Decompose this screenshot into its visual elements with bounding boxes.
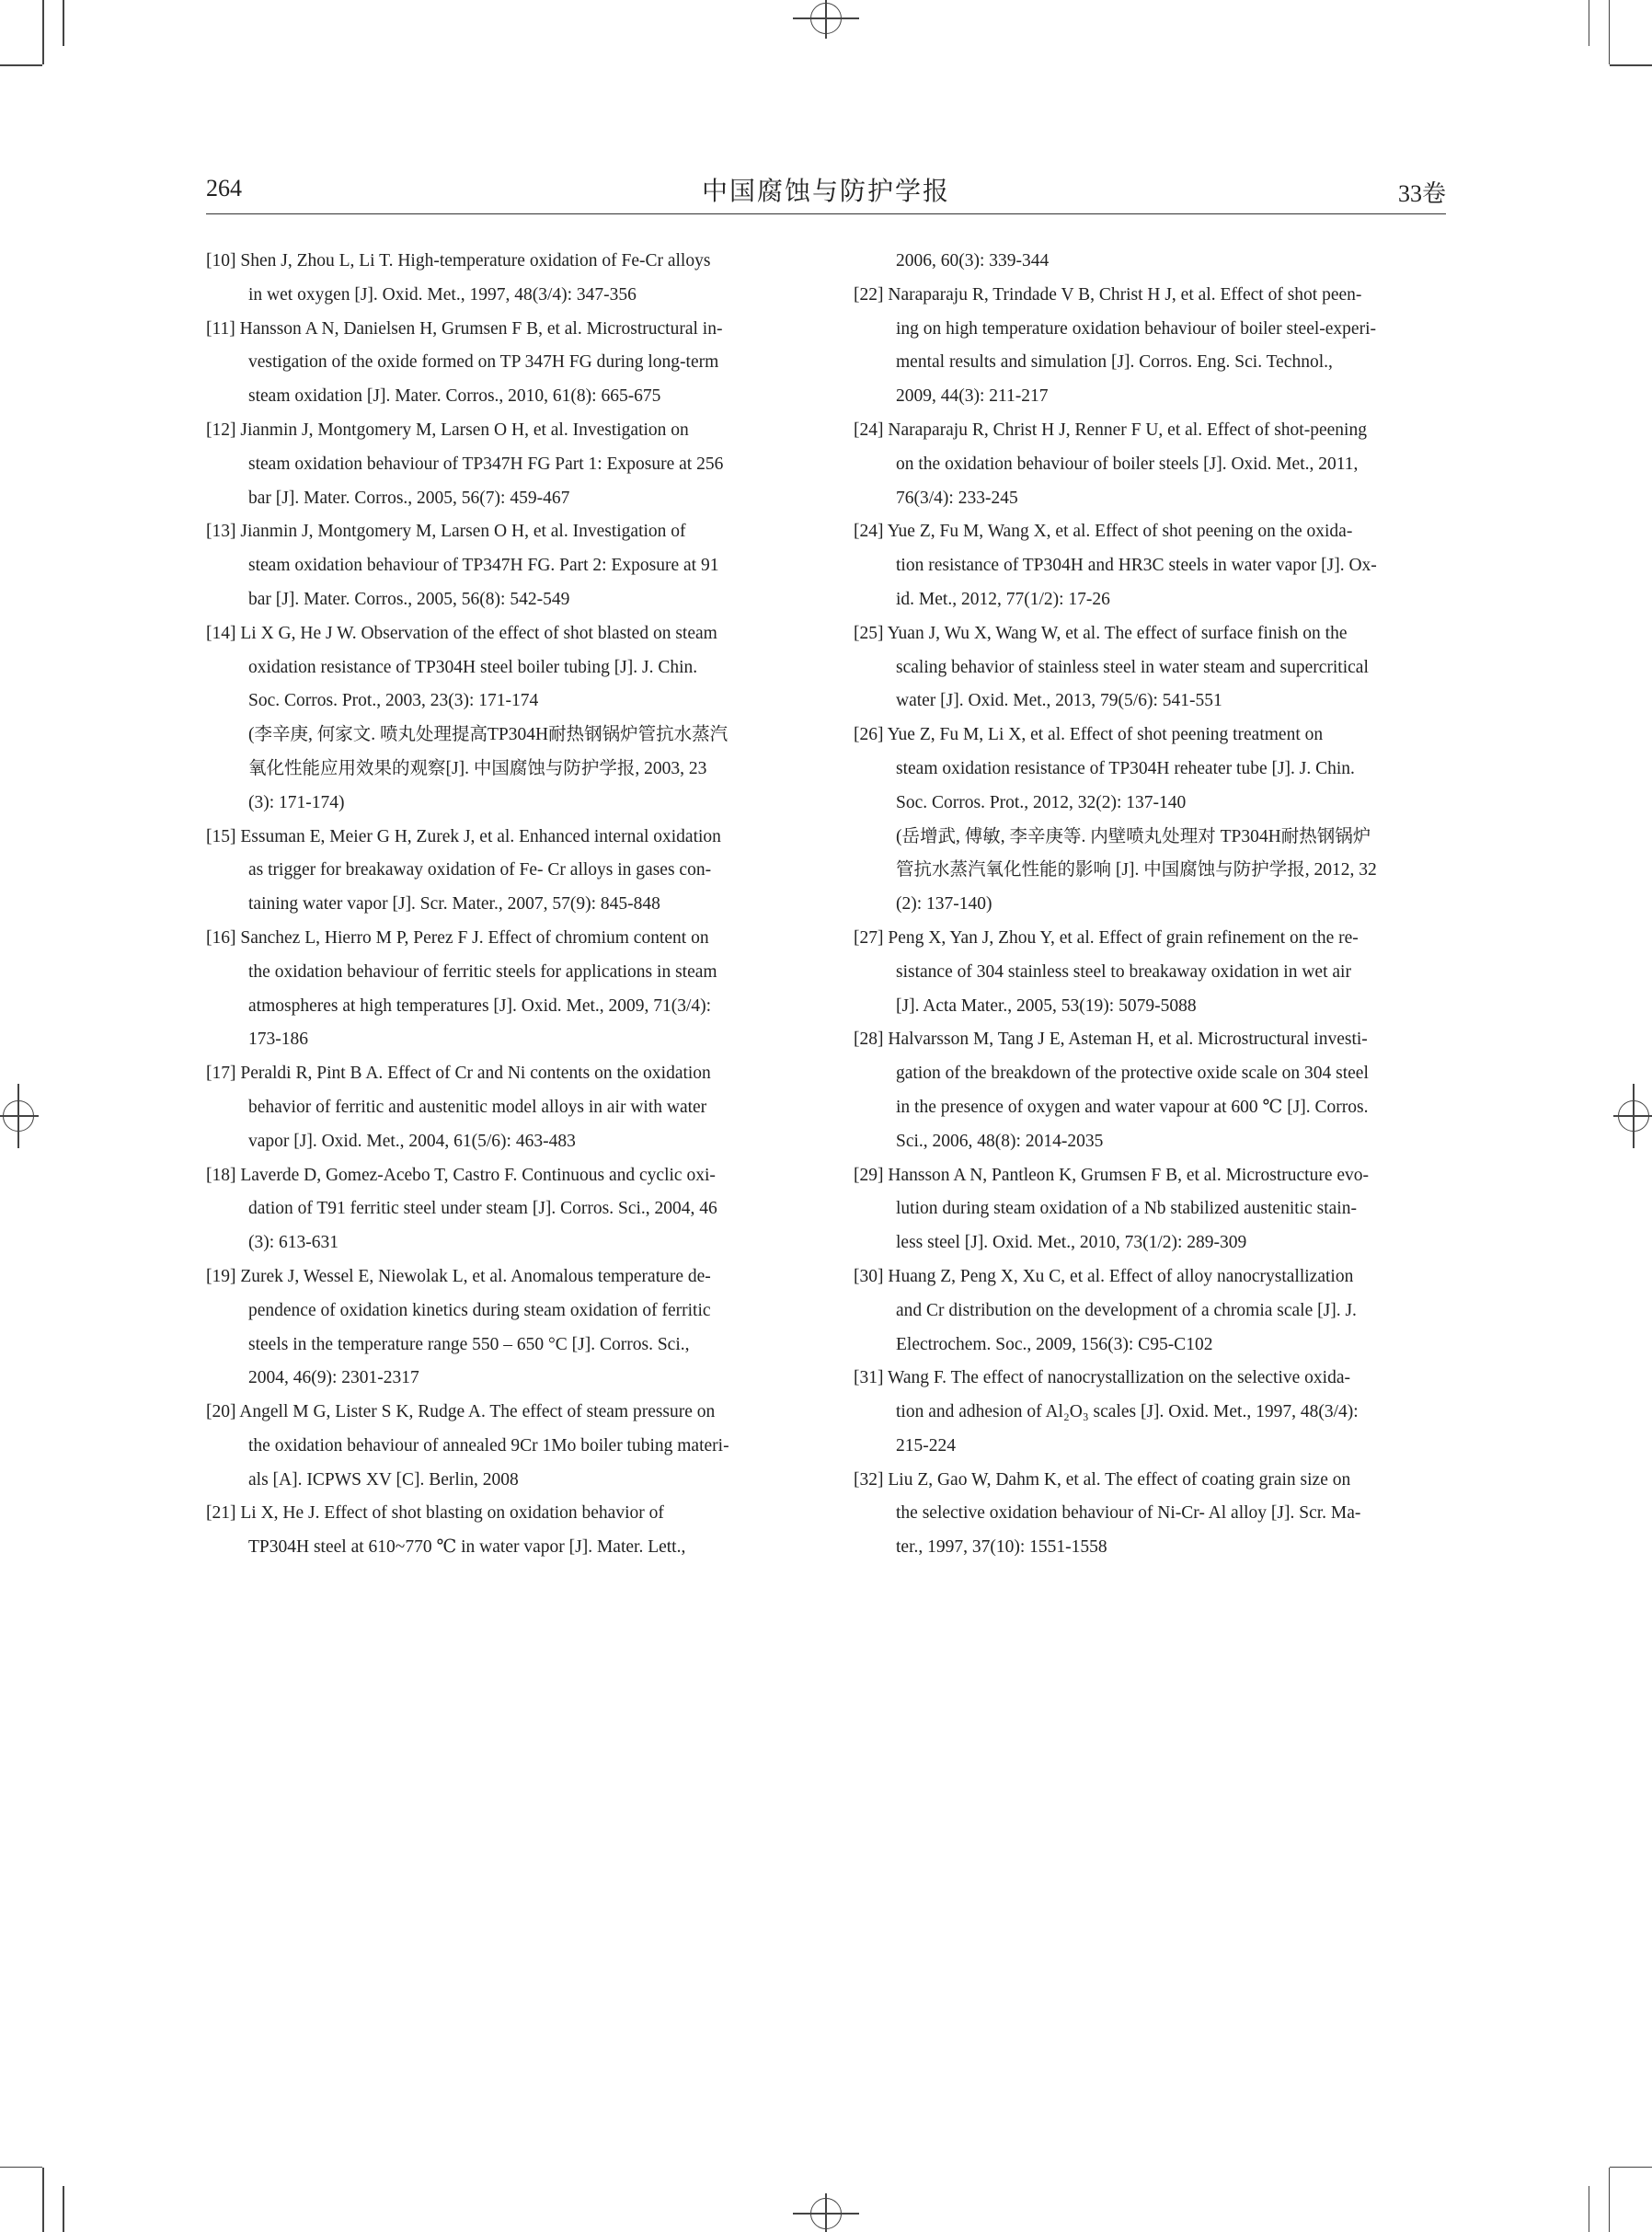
reference-line: tion and adhesion of Al₂O₃ scales [J]. Oxid. Met., 1997, 48(3/4): — [896, 1402, 1359, 1422]
reference-entry — [854, 245, 1446, 279]
reference-line: bar [J]. Mater. Corros., 2005, 56(7): 459-467 — [248, 488, 570, 508]
reference-entry — [854, 515, 1446, 616]
reference-line: ter., 1997, 37(10): 1551-1558 — [896, 1537, 1107, 1558]
page-number: 264 — [206, 175, 242, 201]
reference-line: Sci., 2006, 48(8): 2014-2035 — [896, 1131, 1104, 1151]
reference-line: [24] Yue Z, Fu M, Wang X, et al. Effect of shot peening on the oxida- — [854, 522, 1353, 542]
reference-line: [16] Sanchez L, Hierro M P, Perez F J. Effect of chromium content on — [206, 927, 709, 948]
running-header — [206, 166, 1446, 214]
reference-line: lution during steam oxidation of a Nb stabilized austenitic stain- — [896, 1199, 1357, 1219]
reference-entry — [854, 617, 1446, 719]
reference-line: 2004, 46(9): 2301-2317 — [248, 1368, 419, 1388]
reference-line: Electrochem. Soc., 2009, 156(3): C95-C102 — [896, 1334, 1213, 1354]
reference-line: [13] Jianmin J, Montgomery M, Larsen O H, et al. Investigation of — [206, 522, 686, 542]
reference-line: 管抗水蒸汽氧化性能的影响 [J]. 中国腐蚀与防护学报, 2012, 32 — [896, 860, 1377, 880]
reference-line: [18] Laverde D, Gomez-Acebo T, Castro F. Continuous and cyclic oxi- — [206, 1165, 716, 1185]
reference-line: 215-224 — [896, 1435, 956, 1455]
reference-line: [26] Yue Z, Fu M, Li X, et al. Effect of shot peening treatment on — [854, 725, 1324, 745]
reference-line: [10] Shen J, Zhou L, Li T. High-temperature oxidation of Fe-Cr alloys — [206, 251, 711, 270]
reference-line: in the presence of oxygen and water vapour at 600 ℃ [J]. Corros. — [896, 1097, 1369, 1117]
reference-line: less steel [J]. Oxid. Met., 2010, 73(1/2): 289-309 — [896, 1233, 1247, 1253]
reference-entry — [206, 1396, 798, 1497]
reference-entry — [206, 245, 798, 313]
reference-line: on the oxidation behaviour of boiler steels [J]. Oxid. Met., 2011, — [896, 454, 1359, 474]
reference-line: (岳增武, 傅敏, 李辛庚等. 内壁喷丸处理对 TP304H耐热钢锅炉 — [896, 826, 1371, 846]
reference-line: 2006, 60(3): 339-344 — [896, 251, 1050, 270]
reference-line: steels in the temperature range 550 – 650 °C [J]. Corros. Sci., — [248, 1334, 690, 1354]
reference-line: gation of the breakdown of the protective oxide scale on 304 steel — [896, 1064, 1369, 1084]
reference-line: 氧化性能应用效果的观察[J]. 中国腐蚀与防护学报, 2003, 23 — [248, 758, 707, 778]
reference-line: dation of T91 ferritic steel under steam [J]. Corros. Sci., 2004, 46 — [248, 1199, 717, 1219]
reference-line: tion resistance of TP304H and HR3C steels in water vapor [J]. Ox- — [896, 556, 1377, 576]
reference-line: the oxidation behaviour of ferritic steels for applications in steam — [248, 961, 717, 982]
volume-label: 33卷 — [1397, 180, 1446, 207]
reference-entry — [854, 719, 1446, 922]
reference-line: als [A]. ICPWS XV [C]. Berlin, 2008 — [248, 1469, 519, 1490]
reference-line: [28] Halvarsson M, Tang J E, Asteman H, et al. Microstructural investi- — [854, 1030, 1368, 1050]
reference-entry — [854, 922, 1446, 1023]
reference-line: [11] Hansson A N, Danielsen H, Grumsen F B, et al. Microstructural in- — [206, 318, 723, 339]
reference-line: [J]. Acta Mater., 2005, 53(19): 5079-5088 — [896, 995, 1197, 1016]
reference-line: the selective oxidation behaviour of Ni-Cr- Al alloy [J]. Scr. Ma- — [896, 1503, 1361, 1524]
reference-line: taining water vapor [J]. Scr. Mater., 2007, 57(9): 845-848 — [248, 894, 660, 915]
reference-line: Soc. Corros. Prot., 2012, 32(2): 137-140 — [896, 792, 1187, 812]
reference-line: [32] Liu Z, Gao W, Dahm K, et al. The effect of coating grain size on — [854, 1469, 1351, 1490]
reference-entry — [854, 1159, 1446, 1260]
reference-line: [31] Wang F. The effect of nanocrystallization on the selective oxida- — [854, 1368, 1350, 1388]
reference-line: 76(3/4): 233-245 — [896, 488, 1018, 508]
reference-line: mental results and simulation [J]. Corros. Eng. Sci. Technol., — [896, 352, 1333, 373]
reference-line: [12] Jianmin J, Montgomery M, Larsen O H, et al. Investigation on — [206, 420, 689, 440]
reference-line: [27] Peng X, Yan J, Zhou Y, et al. Effect of grain refinement on the re- — [854, 927, 1359, 948]
reference-line: [21] Li X, He J. Effect of shot blasting on oxidation behavior of — [206, 1503, 664, 1524]
reference-line: oxidation resistance of TP304H steel boiler tubing [J]. J. Chin. — [248, 657, 698, 677]
reference-line: [22] Naraparaju R, Trindade V B, Christ H J, et al. Effect of shot peen- — [854, 284, 1362, 305]
reference-line: in wet oxygen [J]. Oxid. Met., 1997, 48(3/4): 347-356 — [248, 284, 637, 305]
reference-line: [20] Angell M G, Lister S K, Rudge A. The effect of steam pressure on — [206, 1402, 716, 1422]
reference-entry — [206, 414, 798, 515]
reference-entry — [854, 1362, 1446, 1463]
reference-line: [25] Yuan J, Wu X, Wang W, et al. The effect of surface finish on the — [854, 623, 1348, 643]
reference-entry — [206, 1057, 798, 1158]
reference-line: and Cr distribution on the development of a chromia scale [J]. J. — [896, 1300, 1357, 1320]
reference-line: ing on high temperature oxidation behaviour of boiler steel-experi- — [896, 318, 1376, 339]
reference-line: [15] Essuman E, Meier G H, Zurek J, et al. Enhanced internal oxidation — [206, 826, 721, 846]
reference-entry — [206, 922, 798, 1057]
reference-entry — [206, 617, 798, 821]
journal-title: 中国腐蚀与防护学报 — [701, 176, 950, 206]
reference-entry — [206, 1159, 798, 1260]
reference-entry — [206, 1497, 798, 1565]
reference-line: [19] Zurek J, Wessel E, Niewolak L, et al. Anomalous temperature de- — [206, 1266, 711, 1286]
reference-line: water [J]. Oxid. Met., 2013, 79(5/6): 541-551 — [896, 691, 1222, 711]
reference-line: atmospheres at high temperatures [J]. Oxid. Met., 2009, 71(3/4): — [248, 995, 712, 1016]
reference-line: [24] Naraparaju R, Christ H J, Renner F U, et al. Effect of shot-peening — [854, 420, 1367, 440]
reference-line: 2009, 44(3): 211-217 — [896, 386, 1049, 407]
reference-line: behavior of ferritic and austenitic model alloys in air with water — [248, 1097, 707, 1117]
reference-line: pendence of oxidation kinetics during steam oxidation of ferritic — [248, 1300, 711, 1320]
reference-line: steam oxidation behaviour of TP347H FG. Part 2: Exposure at 91 — [248, 556, 719, 576]
reference-line: id. Met., 2012, 77(1/2): 17-26 — [896, 589, 1110, 609]
reference-line: [14] Li X G, He J W. Observation of the effect of shot blasted on steam — [206, 623, 717, 643]
reference-entry — [206, 515, 798, 616]
reference-line: vestigation of the oxide formed on TP 347H FG during long-term — [248, 352, 719, 373]
reference-line: 173-186 — [248, 1030, 308, 1050]
reference-line: scaling behavior of stainless steel in water steam and supercritical — [896, 657, 1369, 677]
references-right-column — [854, 245, 1446, 1565]
reference-line: sistance of 304 stainless steel to breakaway oxidation in wet air — [896, 961, 1351, 982]
reference-line: (3): 171-174) — [248, 792, 345, 812]
reference-line: [30] Huang Z, Peng X, Xu C, et al. Effect of alloy nanocrystallization — [854, 1266, 1354, 1286]
reference-entry — [206, 1260, 798, 1396]
reference-entry — [854, 414, 1446, 515]
reference-entry — [854, 1464, 1446, 1565]
reference-entry — [854, 1260, 1446, 1362]
reference-line: (2): 137-140) — [896, 894, 992, 915]
reference-line: [29] Hansson A N, Pantleon K, Grumsen F B, et al. Microstructure evo- — [854, 1165, 1369, 1185]
references-left-column — [206, 245, 798, 1565]
reference-line: Soc. Corros. Prot., 2003, 23(3): 171-174 — [248, 691, 539, 711]
reference-entry — [854, 279, 1446, 414]
reference-line: steam oxidation [J]. Mater. Corros., 2010, 61(8): 665-675 — [248, 386, 661, 407]
reference-line: steam oxidation resistance of TP304H reheater tube [J]. J. Chin. — [896, 758, 1355, 778]
reference-line: (李辛庚, 何家文. 喷丸处理提高TP304H耐热钢锅炉管抗水蒸汽 — [248, 725, 728, 745]
reference-line: TP304H steel at 610~770 ℃ in water vapor [J]. Mater. Lett., — [248, 1537, 686, 1558]
reference-line: steam oxidation behaviour of TP347H FG Part 1: Exposure at 256 — [248, 454, 724, 474]
reference-line: the oxidation behaviour of annealed 9Cr 1Mo boiler tubing materi- — [248, 1435, 729, 1455]
reference-entry — [206, 313, 798, 414]
reference-line: as trigger for breakaway oxidation of Fe- Cr alloys in gases con- — [248, 860, 712, 880]
reference-line: (3): 613-631 — [248, 1233, 339, 1253]
reference-line: [17] Peraldi R, Pint B A. Effect of Cr and Ni contents on the oxidation — [206, 1064, 711, 1084]
reference-entry — [206, 821, 798, 922]
reference-entry — [854, 1023, 1446, 1158]
reference-line: vapor [J]. Oxid. Met., 2004, 61(5/6): 463-483 — [248, 1131, 576, 1151]
reference-line: bar [J]. Mater. Corros., 2005, 56(8): 542-549 — [248, 589, 570, 609]
